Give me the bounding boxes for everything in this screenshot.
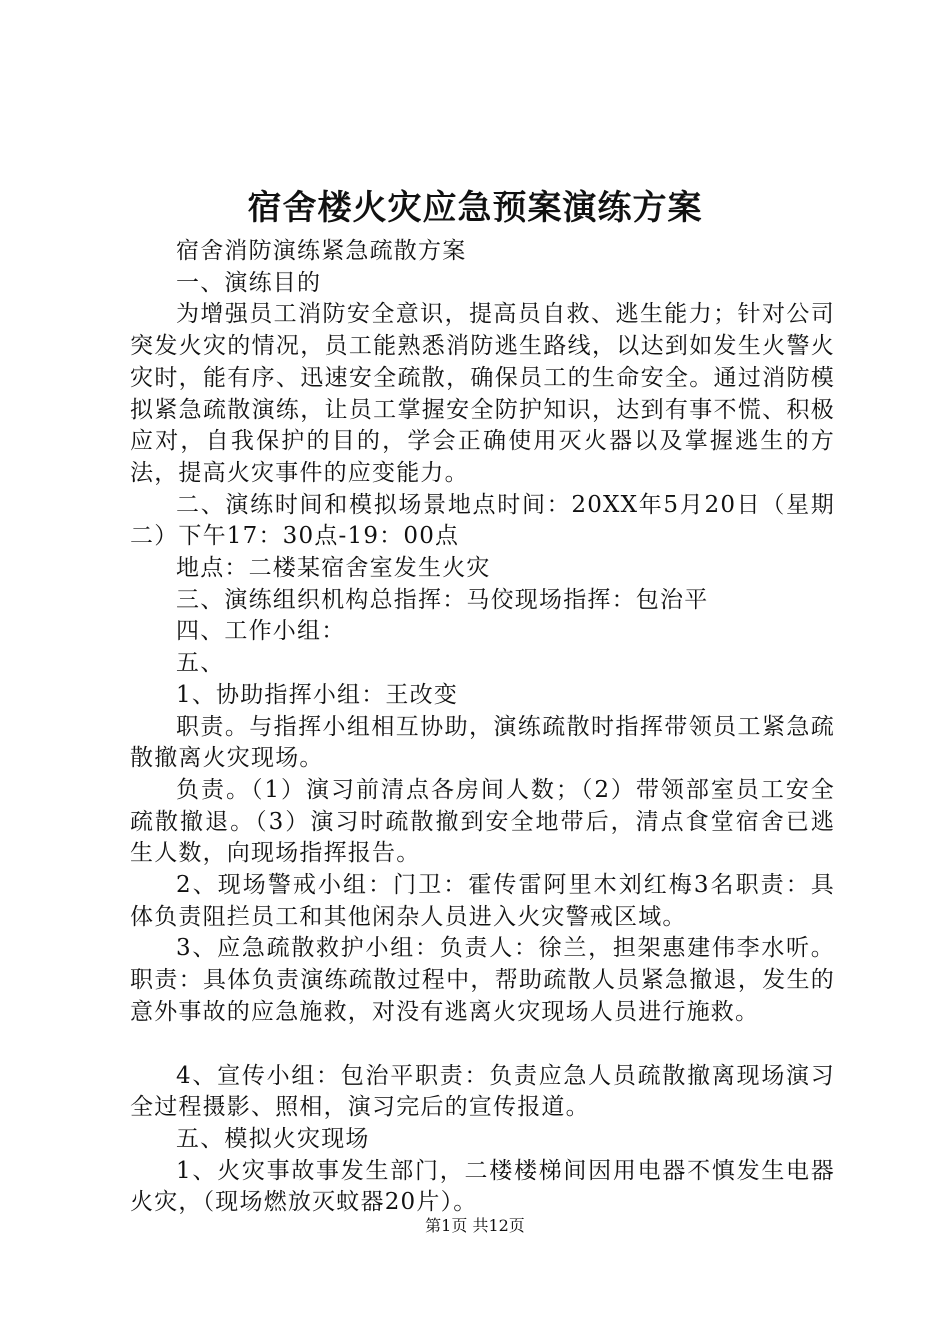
paragraph-publicity-group: 4、宣传小组：包治平职责：负责应急人员疏散撤离现场演习全过程摄影、照相，演习完后的宣传报道。 [130, 1062, 835, 1121]
paragraph-organization: 三、演练组织机构总指挥：马佼现场指挥：包治平 [176, 586, 709, 613]
paragraph-guard-group: 2、现场警戒小组：门卫：霍传雷阿里木刘红梅3名职责：具体负责阻拦员工和其他闲杂人员进入火灾警戒区域。 [130, 872, 835, 930]
paragraph-assist-duty: 职责。与指挥小组相互协助，演练疏散时指挥带领员工紧急疏散撤离火灾现场。 [130, 713, 835, 772]
document-title: 宿舍楼火灾应急预案演练方案 [247, 188, 703, 228]
paragraph-simulation-detail: 1、火灾事故事发生部门，二楼楼梯间因用电器不慎发生电器火灾，（现场燃放灭蚊器20片）。 [130, 1157, 835, 1216]
paragraph-evacuation-group: 3、应急疏散救护小组：负责人：徐兰，担架惠建伟李水听。职责：具体负责演练疏散过程中，帮助疏散人员紧急撤退，发生的意外事故的应急施救，对没有逃离火灾现场人员进行施救。 [130, 935, 835, 1025]
paragraph-purpose: 为增强员工消防安全意识，提高员自救、逃生能力；针对公司突发火灾的情况，员工能熟悉消防逃生路线，以达到如发生火警火灾时，能有序、迅速安全疏散，确保员工的生命安全。通过消防模拟紧急疏散演练，让员工掌握安全防护知识，达到有事不慌、积极应对，自我保护的目的，学会正确使用灭火器以及掌握逃生的方法，提高火灾事件的应变能力。 [130, 301, 835, 486]
page-footer: 第1页 共12页 [425, 1216, 525, 1235]
document-body [130, 236, 835, 1219]
paragraph-subtitle: 宿舍消防演练紧急疏散方案 [176, 238, 467, 264]
paragraph-item-five: 五、 [176, 650, 225, 677]
paragraph-assist-group: 1、协助指挥小组：王改变 [176, 681, 459, 708]
paragraph-location: 地点：二楼某宿舍室发生火灾 [176, 555, 491, 582]
paragraph-time: 二、演练时间和模拟场景地点时间：20XX年5月20日（星期二）下午17：30点-19：00点 [130, 491, 835, 550]
paragraph-work-groups-heading: 四、工作小组： [176, 618, 346, 645]
paragraph-section-1-heading: 一、演练目的 [176, 269, 322, 296]
paragraph-simulation-heading: 五、模拟火灾现场 [176, 1125, 370, 1152]
paragraph-assist-responsibility: 负责。（1）演习前清点各房间人数；（2）带领部室员工安全疏散撤退。（3）演习时疏散撤到安全地带后，清点食堂宿舍已逃生人数，向现场指挥报告。 [130, 776, 835, 867]
